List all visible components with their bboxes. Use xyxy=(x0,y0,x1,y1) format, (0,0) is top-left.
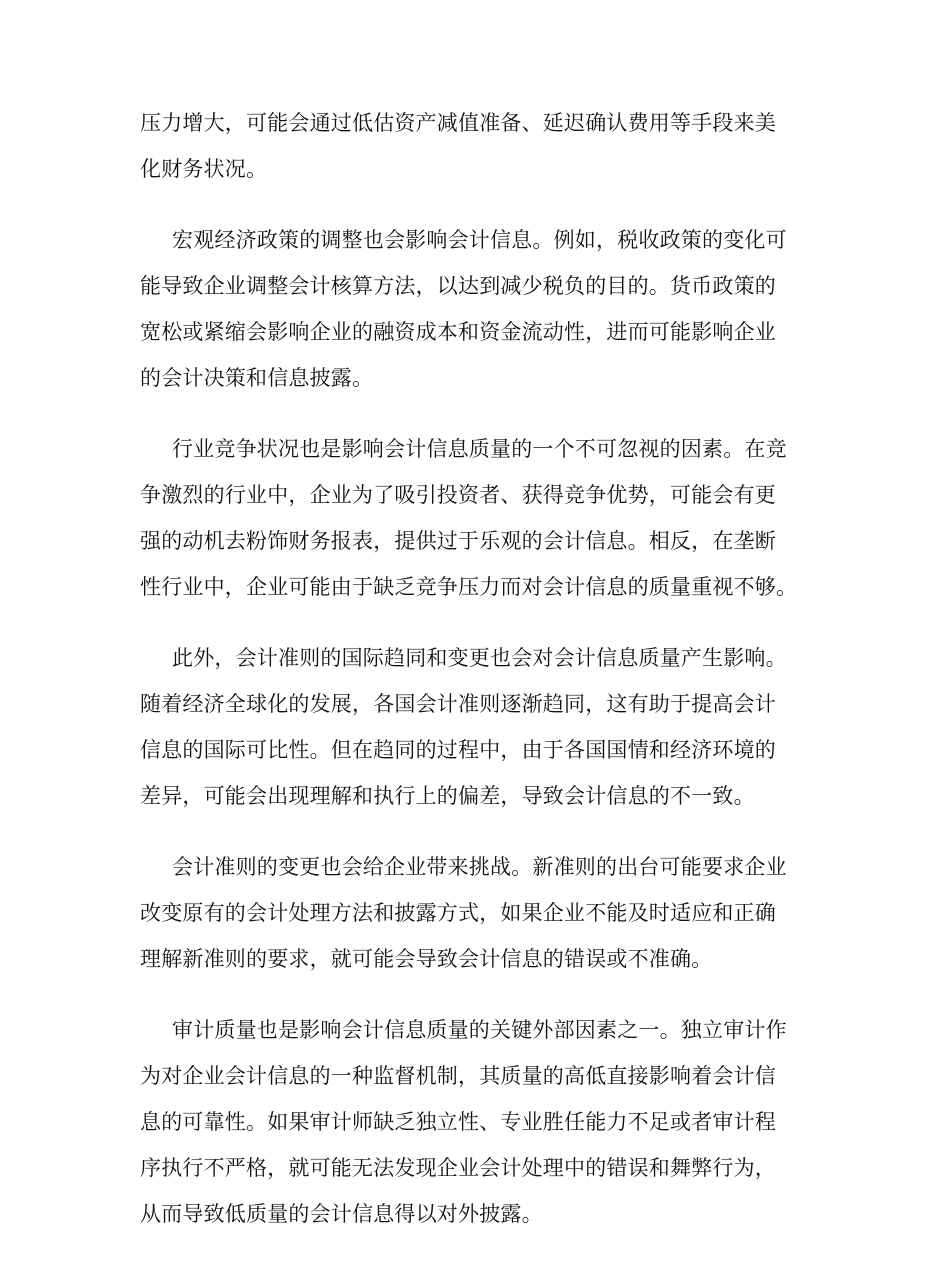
text-line: 会计准则的变更也会给企业带来挑战。新准则的出台可能要求企业 xyxy=(172,855,787,879)
text-line: 的会计决策和信息披露。 xyxy=(140,366,374,390)
text-line: 序执行不严格，就可能无法发现企业会计处理中的错误和舞弊行为， xyxy=(140,1156,776,1180)
text-line: 从而导致低质量的会计信息得以对外披露。 xyxy=(140,1202,543,1226)
paragraph-5 xyxy=(140,844,830,982)
text-line: 行业竞争状况也是影响会计信息质量的一个不可忽视的因素。在竞 xyxy=(172,437,787,461)
document-body xyxy=(140,100,830,1262)
text-line: 压力增大，可能会通过低估资产减值准备、延迟确认费用等手段来美 xyxy=(140,111,776,135)
text-line: 宏观经济政策的调整也会影响会计信息。例如，税收政策的变化可 xyxy=(172,228,787,252)
text-line: 审计质量也是影响会计信息质量的关键外部因素之一。独立审计作 xyxy=(172,1018,787,1042)
text-line: 此外，会计准则的国际趋同和变更也会对会计信息质量产生影响。 xyxy=(172,646,787,670)
text-line: 理解新准则的要求，就可能会导致会计信息的错误或不准确。 xyxy=(140,947,713,971)
text-line: 强的动机去粉饰财务报表，提供过于乐观的会计信息。相反，在垄断 xyxy=(140,529,776,553)
text-line: 能导致企业调整会计核算方法，以达到减少税负的目的。货币政策的 xyxy=(140,274,776,298)
paragraph-1 xyxy=(140,100,830,192)
paragraph-3 xyxy=(140,426,830,610)
text-line: 改变原有的会计处理方法和披露方式，如果企业不能及时适应和正确 xyxy=(140,901,776,925)
text-line: 争激烈的行业中，企业为了吸引投资者、获得竞争优势，可能会有更 xyxy=(140,483,776,507)
text-line: 差异，可能会出现理解和执行上的偏差，导致会计信息的不一致。 xyxy=(140,784,755,808)
paragraph-6 xyxy=(140,1007,830,1237)
text-line: 为对企业会计信息的一种监督机制，其质量的高低直接影响着会计信 xyxy=(140,1064,776,1088)
text-line: 宽松或紧缩会影响企业的融资成本和资金流动性，进而可能影响企业 xyxy=(140,320,776,344)
text-line: 信息的国际可比性。但在趋同的过程中，由于各国国情和经济环境的 xyxy=(140,738,776,762)
text-line: 随着经济全球化的发展，各国会计准则逐渐趋同，这有助于提高会计 xyxy=(140,692,776,716)
text-line: 息的可靠性。如果审计师缺乏独立性、专业胜任能力不足或者审计程 xyxy=(140,1110,776,1134)
text-line: 性行业中，企业可能由于缺乏竞争压力而对会计信息的质量重视不够。 xyxy=(140,575,798,599)
text-line: 化财务状况。 xyxy=(140,157,268,181)
paragraph-2 xyxy=(140,217,830,401)
paragraph-4 xyxy=(140,635,830,819)
